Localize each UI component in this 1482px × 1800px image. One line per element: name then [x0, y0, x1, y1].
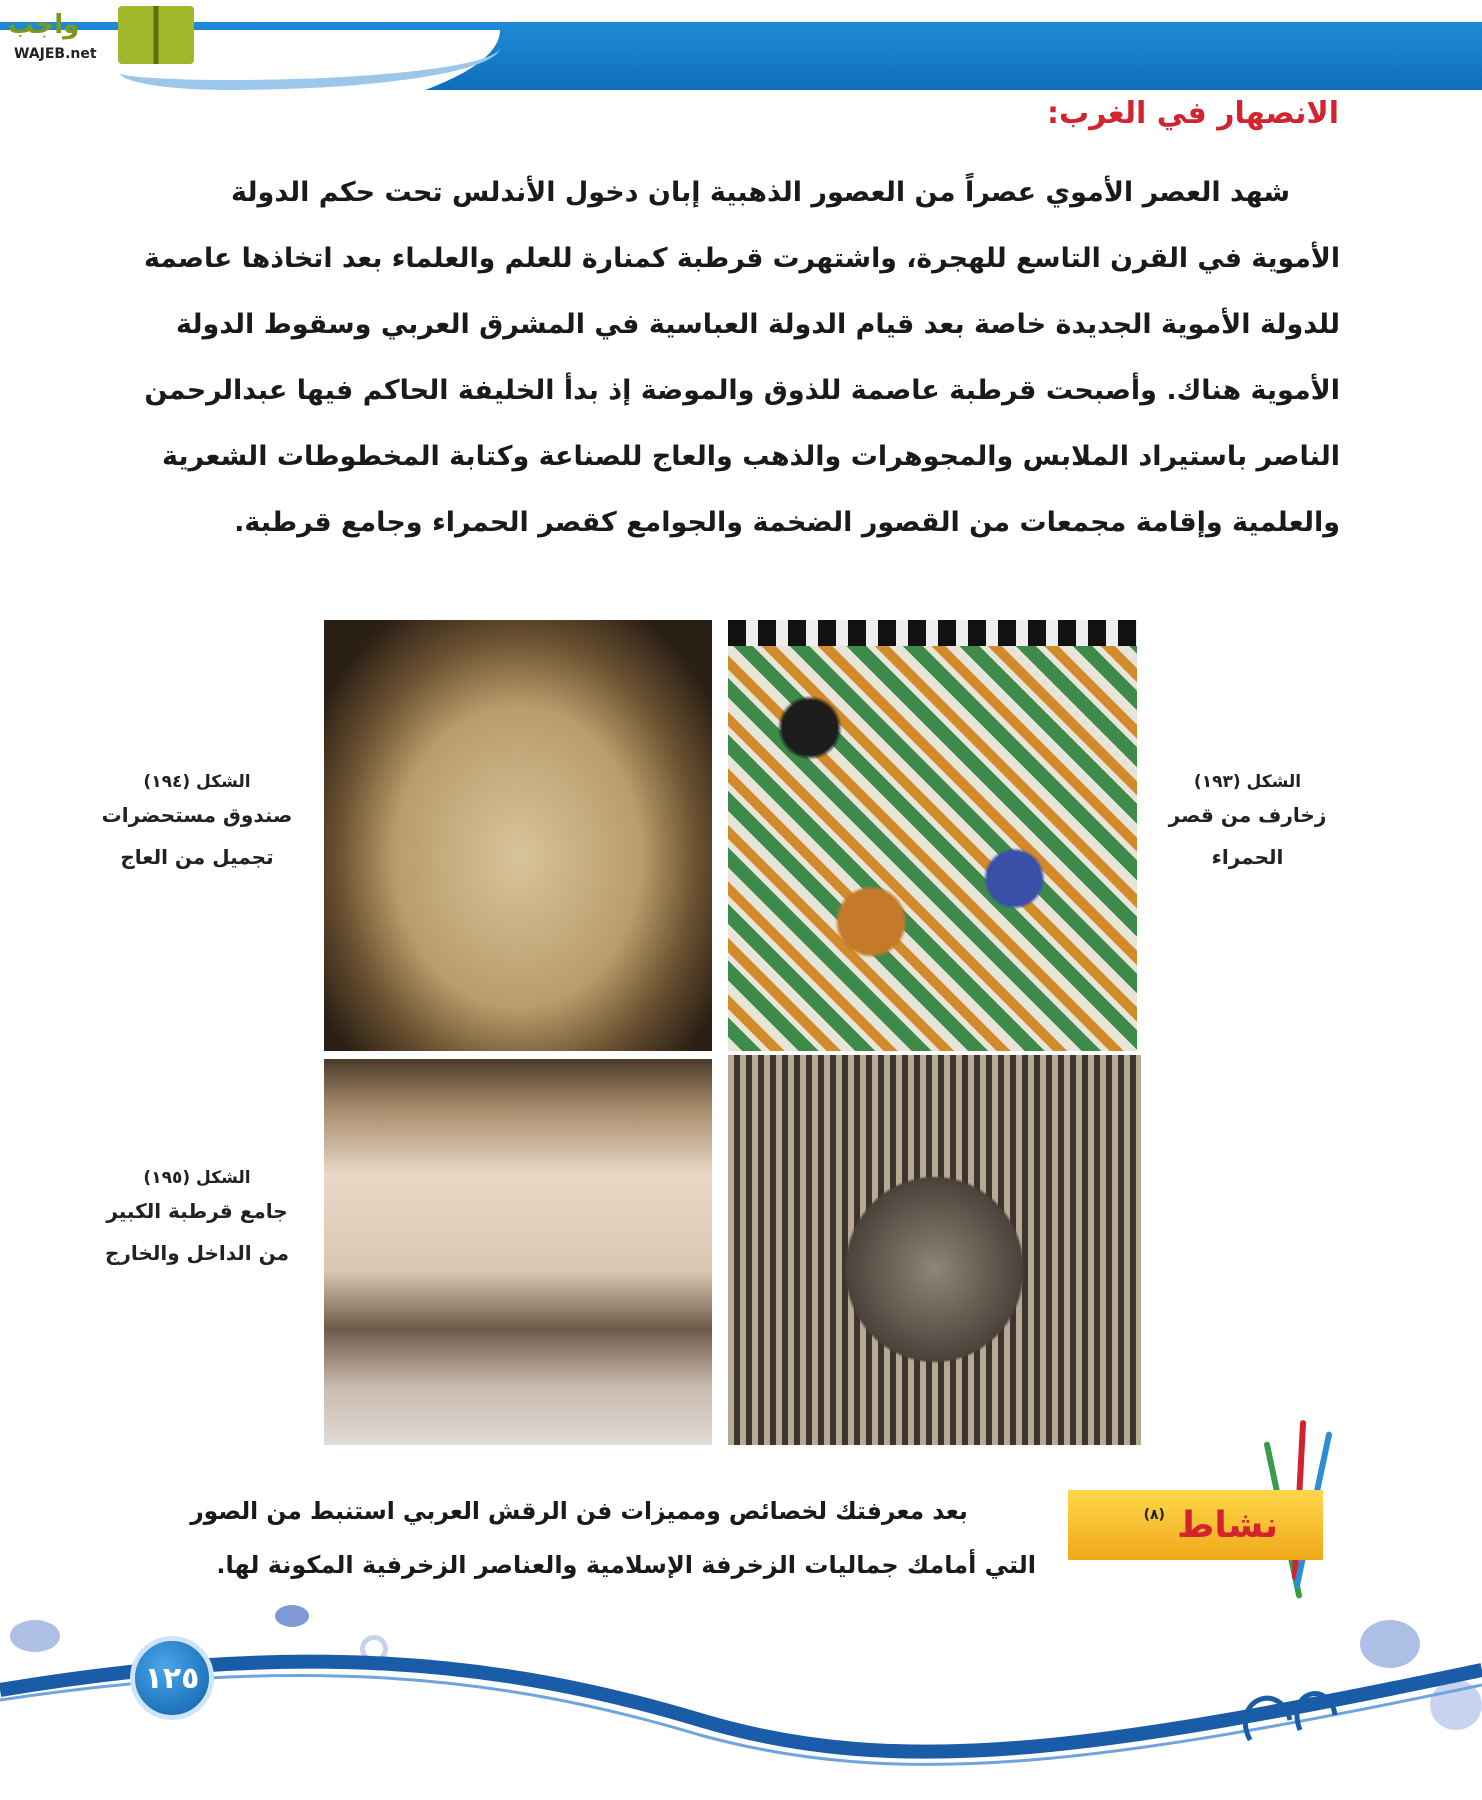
paragraph-line: الناصر باستيراد الملابس والمجوهرات والذهب والعاج للصناعة وكتابة المخطوطات الشعرية: [162, 441, 1340, 472]
activity-label: نشاط: [1176, 1504, 1278, 1546]
activity-banner: [1068, 1490, 1323, 1560]
activity-line: بعد معرفتك لخصائص ومميزات فن الرقش العربي استنبط من الصور: [190, 1497, 968, 1525]
logo-arabic: واجب: [8, 10, 80, 40]
book-icon: [118, 6, 194, 64]
decorative-wave: [0, 1600, 1482, 1800]
paragraph-line: الأموية في القرن التاسع للهجرة، واشتهرت قرطبة كمنارة للعلم والعلماء بعد اتخاذها عاصمة: [143, 243, 1340, 274]
alhambra-tiles-image: [728, 620, 1137, 1051]
logo-latin: WAJEB.net: [14, 46, 97, 62]
caption-line: صندوق مستحضرات: [101, 803, 293, 827]
mosque-facade-image: [728, 1055, 1141, 1445]
caption-line: تجميل من العاج: [120, 845, 274, 869]
caption-line: الحمراء: [1211, 845, 1284, 869]
paragraph-line: الأموية هناك. وأصبحت قرطبة عاصمة للذوق والموضة إذ بدأ الخليفة الحاكم فيها عبدالرحمن: [144, 375, 1341, 406]
caption-line: جامع قرطبة الكبير: [106, 1199, 288, 1223]
paragraph-line: للدولة الأموية الجديدة خاصة بعد قيام الدولة العباسية في المشرق العربي وسقوط الدولة: [176, 309, 1340, 340]
figure-193-caption: [1160, 770, 1335, 878]
activity-number: (٨): [1143, 1507, 1165, 1523]
figure-number: الشكل (١٩٥): [143, 1168, 251, 1188]
figure-number: الشكل (١٩٤): [143, 772, 251, 792]
figure-number: الشكل (١٩٣): [1193, 772, 1302, 792]
section-title: الانصهار في الغرب:: [1047, 96, 1339, 131]
caption-line: زخارف من قصر: [1168, 803, 1327, 827]
figure-195-caption: [92, 1166, 302, 1274]
ivory-box-image: [324, 620, 712, 1051]
figure-194-caption: [88, 770, 306, 878]
paragraph-line: شهد العصر الأموي عصراً من العصور الذهبية إبان دخول الأندلس تحت حكم الدولة: [231, 177, 1290, 208]
paragraph-line: والعلمية وإقامة مجمعات من القصور الضخمة والجوامع كقصر الحمراء وجامع قرطبة.: [234, 507, 1340, 538]
mosque-interior-image: [324, 1059, 712, 1445]
caption-line: من الداخل والخارج: [105, 1241, 289, 1265]
wajeb-logo[interactable]: [8, 6, 188, 66]
page-number: ١٢٥: [130, 1636, 214, 1720]
activity-line: التي أمامك جماليات الزخرفة الإسلامية والعناصر الزخرفية المكونة لها.: [216, 1551, 1036, 1579]
activity-text: [190, 1484, 1036, 1592]
body-paragraph: [144, 168, 1340, 564]
